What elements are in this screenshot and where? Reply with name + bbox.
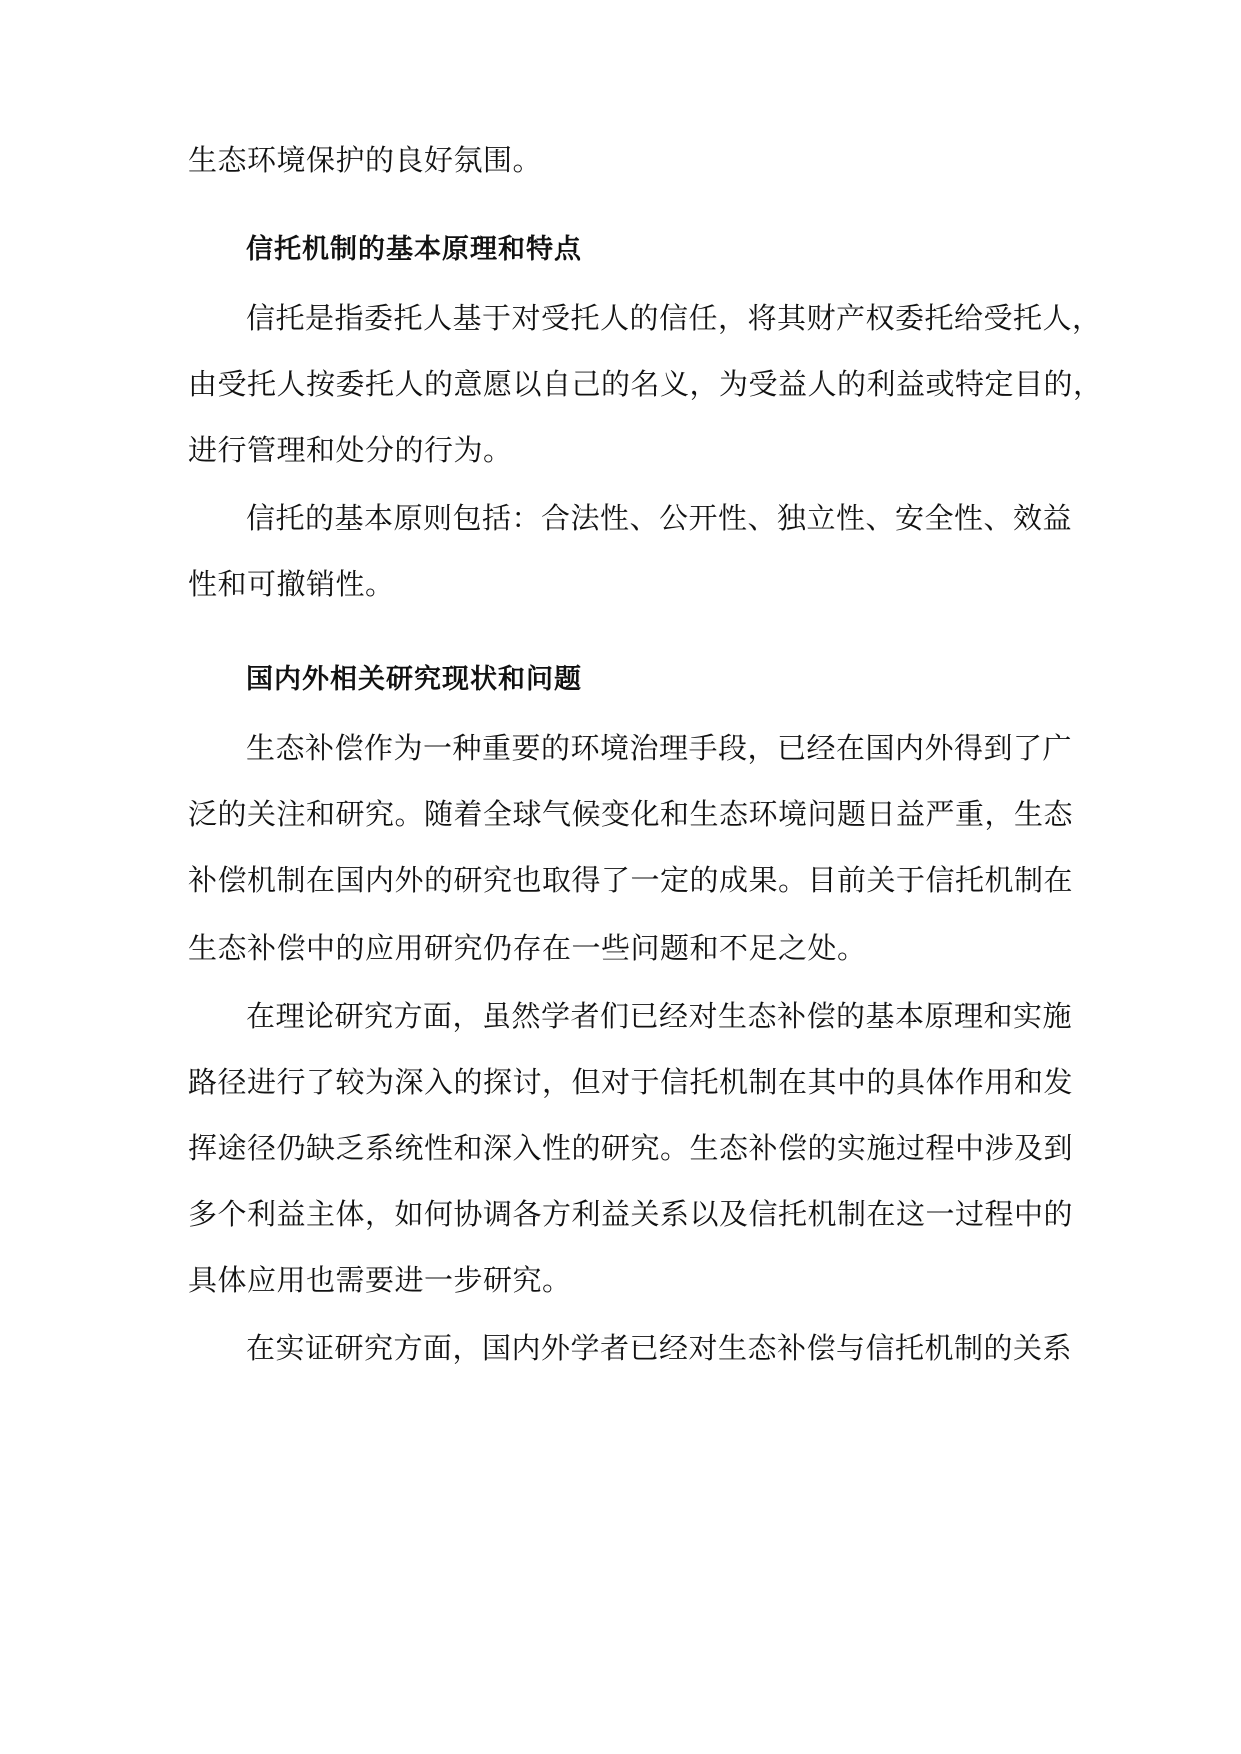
paragraph-line: 在实证研究方面，国内外学者已经对生态补偿与信托机制的关系 [246,1331,1073,1365]
paragraph-line: 路径进行了较为深入的探讨，但对于信托机制在其中的具体作用和发 [188,1065,1074,1099]
paragraph-line: 补偿机制在国内外的研究也取得了一定的成果。目前关于信托机制在 [188,863,1074,897]
paragraph-line: 信托是指委托人基于对受托人的信任，将其财产权委托给受托人， [246,301,1102,335]
paragraph-line: 性和可撤销性。 [188,567,395,601]
paragraph-line: 进行管理和处分的行为。 [188,433,513,467]
paragraph-line: 由受托人按委托人的意愿以自己的名义，为受益人的利益或特定目的， [188,367,1103,401]
paragraph-line: 在理论研究方面，虽然学者们已经对生态补偿的基本原理和实施 [246,999,1073,1033]
section-heading-research-status: 国内外相关研究现状和问题 [246,664,582,695]
paragraph-line: 生态环境保护的良好氛围。 [188,143,543,177]
section-heading-trust-mechanism: 信托机制的基本原理和特点 [246,234,582,265]
paragraph-line: 生态补偿中的应用研究仍存在一些问题和不足之处。 [188,931,867,965]
paragraph-line: 具体应用也需要进一步研究。 [188,1263,572,1297]
paragraph-line: 生态补偿作为一种重要的环境治理手段，已经在国内外得到了广 [246,731,1073,765]
paragraph-line: 挥途径仍缺乏系统性和深入性的研究。生态补偿的实施过程中涉及到 [188,1131,1074,1165]
paragraph-line: 信托的基本原则包括：合法性、公开性、独立性、安全性、效益 [246,501,1073,535]
paragraph-line: 多个利益主体，如何协调各方利益关系以及信托机制在这一过程中的 [188,1197,1074,1231]
paragraph-line: 泛的关注和研究。随着全球气候变化和生态环境问题日益严重，生态 [188,797,1074,831]
